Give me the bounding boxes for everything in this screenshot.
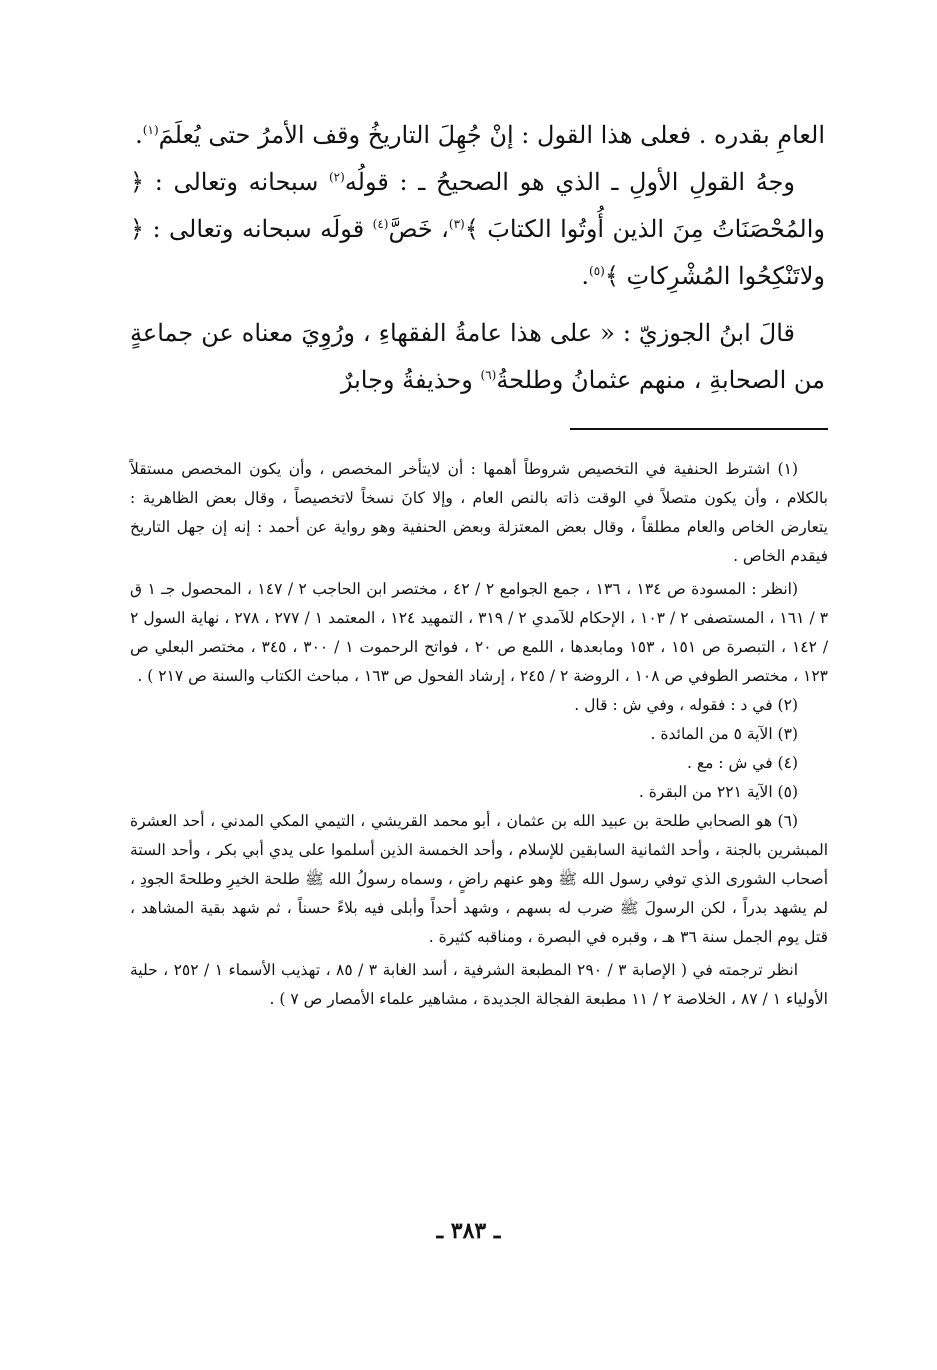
footnote-ref-4[interactable]: (٤)	[372, 217, 389, 231]
paragraph-2: وجهُ القولِ الأولِ ـ الذي هو الصحيحُ ـ : قولُه$^{(٢)}$ سبحانه وتعالى : ﴿ والمُحْصَنَاتُ مِنَ الذين أُوتُوا الكتابَ ﴾$^{(٣)}$، خَصَّ$^{(٤)}$ قولَه سبحانه وتعالى : ﴿ ولاتَنْكِحُوا المُشْرِكاتِ ﴾$^{(٥)}$.	[130, 168, 825, 290]
footnote-ref-3[interactable]: (٣)	[448, 217, 465, 231]
paragraph-1: العامِ بقدره . فعلى هذا القول : إنْ جُهِلَ التاريخُ وقف الأمرُ حتى يُعلَمَ$^{(١)}$.	[135, 121, 825, 149]
footnote-2: (٢) في د : فقوله ، وفي ش : قال .	[574, 696, 798, 714]
footnote-ref-1[interactable]: (١)	[142, 123, 159, 137]
footnote-1-references: (انظر : المسودة ص ١٣٤ ، ١٣٦ ، جمع الجوامع ٢ / ٤٢ ، مختصر ابن الحاجب ٢ / ١٤٧ ، المحصول جـ ١ ق ٣ / ١٦١ ، المستصفى ٢ / ١٠٣ ، الإحكام للآمدي ٢ / ٣١٩ ، التمهيد ١٢٤ ، المعتمد ١ / ٢٧٧ ، ٢٧٨ ، نهاية السول ٢ / ١٤٢ ، التبصرة ص ١٥١ ، ١٥٣ ومابعدها ، اللمع ص ٢٠ ، فواتح الرحموت ١ / ٣٠٠ ، ٣٤٥ ، مختصر البعلي ص ١٢٣ ، مختصر الطوفي ص ١٠٨ ، الروضة ٢ / ٢٤٥ ، إرشاد الفحول ص ١٦٣ ، مباحث الكتاب والسنة ص ٢١٧ ) .	[130, 580, 829, 685]
paragraph-3: قالَ ابنُ الجوزيّ : « على هذا عامةُ الفقهاءِ ، ورُوِيَ معناه عن جماعةٍ من الصحابةِ ، منهم عثمانُ وطلحةُ$^{(٦)}$ وحذيفةُ وجابرٌ	[130, 319, 825, 394]
footnote-5: (٥) الآية ٢٢١ من البقرة .	[638, 783, 798, 801]
footnote-ref-6[interactable]: (٦)	[480, 368, 497, 382]
footnote-3: (٣) الآية ٥ من المائدة .	[650, 725, 798, 743]
footnote-4: (٤) في ش : مع .	[686, 754, 798, 772]
footnote-1: (١) اشترط الحنفية في التخصيص شروطاً أهمها : أن لايتأخر المخصص ، وأن يكون المخصص مستقلاً بالكلام ، وأن يكون متصلاً في الوقت ذاته بالنص العام ، وإلا كانَ نسخاً لاتخصيصاً ، وقال بعض الظاهرية : يتعارض الخاص والعام مطلقاً ، وقال بعض المعتزلة وبعض الحنفية وهو رواية عن أحمد : إنه إن جهل التاريخ فيقدم الخاص .	[130, 460, 828, 565]
footnote-6-references: انظر ترجمته في ( الإصابة ٣ / ٢٩٠ المطبعة الشرفية ، أسد الغابة ٣ / ٨٥ ، تهذيب الأسماء ١ / ٢٥٢ ، حلية الأولياء ١ / ٨٧ ، الخلاصة ٢ / ١١ مطبعة الفجالة الجديدة ، مشاهير علماء الأمصار ص ٧ ) .	[130, 961, 828, 1008]
footnote-separator	[570, 428, 828, 430]
main-text	[130, 112, 825, 404]
footnote-6: (٦) هو الصحابي طلحة بن عبيد الله بن عثمان ، أبو محمد القريشي ، التيمي المكي المدني ، أحد العشرة المبشرين بالجنة ، وأحد الثمانية السابقين للإسلام ، وأحد الخمسة الذين أسلموا على يدي أبي بكر ، وأحد الستة أصحاب الشورى الذي توفي رسول الله ﷺ وهو عنهم راضٍ ، وسماه رسولُ الله ﷺ طلحة الخيرِ وطلحةَ الجودِ ، لم يشهد بدراً ، لكن الرسولَ ﷺ ضرب له بسهم ، وشهد أحداً وأبلى فيه بلاءً حسناً ، ثم شهد بقية المشاهد ، قتل يوم الجمل سنة ٣٦ هـ ، وقبره في البصرة ، ومناقبه كثيرة .	[130, 812, 828, 946]
page-number: ـ ٣٨٣ ـ	[436, 1218, 501, 1244]
footnote-ref-5[interactable]: (٥)	[589, 264, 605, 278]
footnote-ref-2[interactable]: (٢)	[328, 170, 345, 184]
footnotes	[130, 455, 828, 1014]
